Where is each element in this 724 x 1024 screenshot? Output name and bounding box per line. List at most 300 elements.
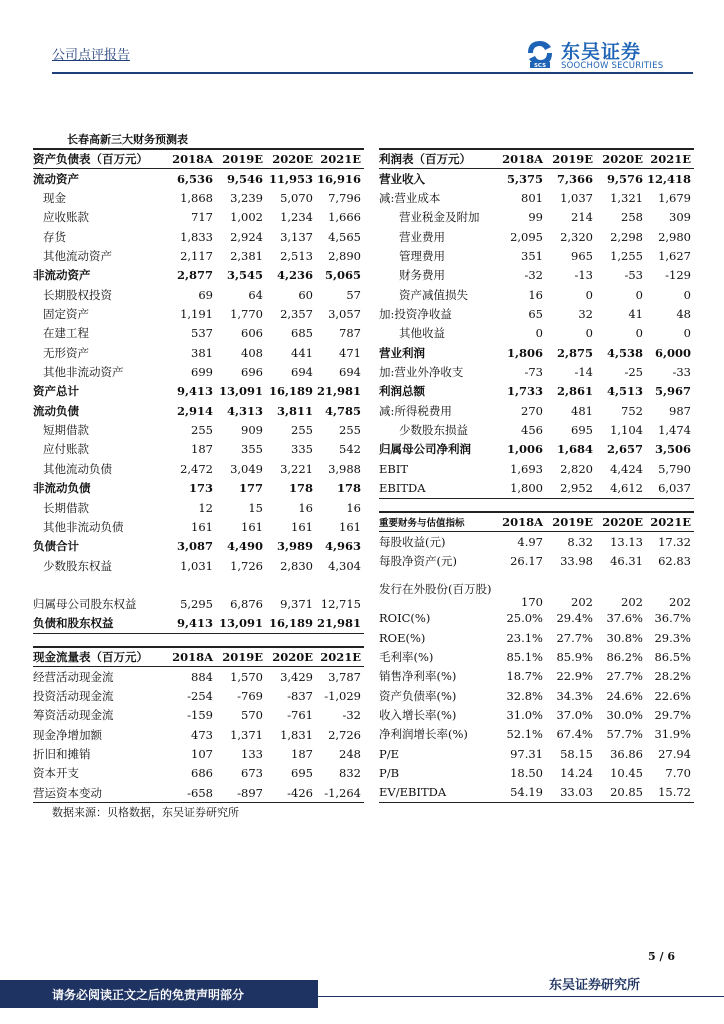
- cell: 85.9%: [556, 650, 593, 665]
- table-row: [33, 324, 364, 343]
- header-cell: 2019E: [546, 149, 596, 169]
- svg-text:SCS: SCS: [533, 63, 547, 68]
- table-row: [379, 208, 694, 227]
- row-label: 资产总计: [33, 384, 79, 399]
- cell: 685: [291, 326, 313, 341]
- table-row: [33, 459, 364, 478]
- cell: 18.50: [510, 766, 543, 781]
- cell: -32: [524, 268, 543, 283]
- row-label: 无形资产: [43, 345, 89, 360]
- table-row: [379, 783, 694, 803]
- cell: 31.9%: [654, 727, 691, 742]
- table-row: [33, 208, 364, 227]
- cell: 37.6%: [606, 611, 643, 626]
- cell: 4,963: [324, 539, 361, 554]
- cell: 22.6%: [654, 688, 691, 703]
- row-label: 流动资产: [33, 171, 79, 186]
- row-label: 非流动负债: [33, 481, 91, 496]
- ratios-table: [379, 511, 694, 803]
- table-row: [379, 686, 694, 705]
- row-label: 其他收益: [399, 326, 445, 341]
- row-label: ROIC(%): [379, 611, 431, 626]
- table-row: [33, 246, 364, 265]
- cell: 9,371: [280, 596, 313, 611]
- cell: 202: [621, 594, 643, 609]
- table-row: [33, 227, 364, 246]
- header-cell: 2019E: [546, 512, 596, 532]
- cell: -14: [574, 365, 593, 380]
- header-cell: 重要财务与估值指标: [379, 512, 498, 532]
- cell: 1,255: [610, 249, 643, 264]
- cell: 1,693: [510, 461, 543, 476]
- spacer-row: [33, 575, 364, 594]
- logo-cn-text: 东吴证券: [561, 41, 642, 63]
- cell: 4,612: [596, 479, 646, 499]
- table-row: [379, 571, 694, 609]
- cell: 67.4%: [556, 727, 593, 742]
- row-label: 其他流动资产: [43, 249, 112, 264]
- cell: 5,967: [654, 384, 691, 399]
- header-cell: 2021E: [316, 149, 364, 169]
- header-cell: 2020E: [266, 149, 316, 169]
- cell: 64: [248, 287, 263, 302]
- cell: 161: [191, 519, 213, 534]
- table-row: [33, 420, 364, 439]
- cell: 97.31: [510, 746, 543, 761]
- cell: -129: [665, 268, 691, 283]
- cell: 26.17: [510, 554, 543, 569]
- cell: 2,117: [180, 249, 213, 264]
- cell: 12: [198, 500, 213, 515]
- table-row: [33, 382, 364, 401]
- cell: 717: [191, 210, 213, 225]
- cell: 456: [521, 423, 543, 438]
- cell: 537: [191, 326, 213, 341]
- row-label: 加:营业外净收支: [379, 365, 464, 380]
- cell: 187: [191, 442, 213, 457]
- row-label: 每股净资产(元): [379, 554, 457, 569]
- cell: 133: [241, 747, 263, 762]
- cell: 170: [521, 594, 543, 609]
- cell: 9,413: [168, 614, 216, 634]
- table-row: [379, 382, 694, 401]
- table-row: [33, 594, 364, 613]
- cell: 2,357: [280, 307, 313, 322]
- cell: 4,513: [606, 384, 643, 399]
- table-row: [33, 614, 364, 634]
- cell: 787: [339, 326, 361, 341]
- cell: 1,831: [280, 727, 313, 742]
- row-label: EBIT: [379, 461, 409, 476]
- row-label: 管理费用: [399, 249, 445, 264]
- row-label: 非流动资产: [33, 268, 91, 283]
- cell: 5,375: [506, 171, 543, 186]
- table-row: [379, 551, 694, 570]
- cell: 20.85: [596, 783, 646, 803]
- row-label: EBITDA: [379, 479, 498, 499]
- cell: 24.6%: [606, 688, 643, 703]
- cell: 2,657: [606, 442, 643, 457]
- row-label: 每股收益(元): [379, 534, 446, 549]
- cell: 16,916: [316, 171, 361, 186]
- cell: 542: [339, 442, 361, 457]
- table-row: [33, 343, 364, 362]
- header-cell: 2020E: [266, 647, 316, 667]
- table-row: [379, 744, 694, 763]
- cell: 3,057: [328, 307, 361, 322]
- cell: 46.31: [610, 554, 643, 569]
- cell: 3,239: [230, 191, 263, 206]
- cell: 2,890: [328, 249, 361, 264]
- cell: 1,104: [610, 423, 643, 438]
- cell: -658: [168, 783, 216, 803]
- cell: -1,264: [316, 783, 364, 803]
- cell: 29.3%: [654, 630, 691, 645]
- row-label: 归属母公司净利润: [379, 442, 471, 457]
- cell: 2,472: [180, 461, 213, 476]
- cell: 2,320: [560, 229, 593, 244]
- cell: 30.0%: [606, 708, 643, 723]
- cell: 7,796: [328, 191, 361, 206]
- cell: -1,029: [324, 689, 361, 704]
- row-label: 其他非流动负债: [43, 519, 124, 534]
- cell: -53: [624, 268, 643, 283]
- cell: -159: [187, 708, 213, 723]
- row-label: 其他非流动资产: [43, 365, 124, 380]
- cell: 85.1%: [506, 650, 543, 665]
- cell: 381: [191, 345, 213, 360]
- cell: 4,236: [276, 268, 313, 283]
- table-header-row: [379, 512, 694, 532]
- cell: 41: [628, 307, 643, 322]
- table-row: [33, 498, 364, 517]
- table-row: [33, 479, 364, 498]
- cell: 1,037: [560, 191, 593, 206]
- row-label: 发行在外股份(百万股): [379, 582, 492, 597]
- cell: 25.0%: [506, 611, 543, 626]
- header-cell: 2021E: [646, 149, 694, 169]
- cell: 16,189: [266, 614, 316, 634]
- row-label: 加:投资净收益: [379, 307, 452, 322]
- section-title: 长春高新三大财务预测表: [67, 133, 188, 146]
- header-rule: [52, 72, 693, 74]
- table-row: [379, 401, 694, 420]
- row-label: 收入增长率(%): [379, 708, 457, 723]
- header-cell: 2021E: [646, 512, 694, 532]
- cell: 161: [339, 519, 361, 534]
- table-row: [33, 783, 364, 803]
- cell: 27.94: [658, 746, 691, 761]
- cell: 255: [291, 423, 313, 438]
- cell: -73: [524, 365, 543, 380]
- row-label: 资产减值损失: [399, 287, 468, 302]
- cell: 107: [191, 747, 213, 762]
- table-row: [379, 628, 694, 647]
- cell: 16: [528, 287, 543, 302]
- cell: 2,726: [328, 727, 361, 742]
- cell: 3,988: [328, 461, 361, 476]
- cell: 4,304: [328, 558, 361, 573]
- cell: 13.13: [610, 534, 643, 549]
- cell: -837: [287, 689, 313, 704]
- row-label: 固定资产: [43, 307, 89, 322]
- row-label: P/E: [379, 746, 400, 761]
- header-cell: 2018A: [498, 512, 546, 532]
- cell: 9,546: [226, 171, 263, 186]
- table-row: [379, 725, 694, 744]
- cell: 0: [585, 326, 593, 341]
- cell: 3,221: [280, 461, 313, 476]
- cell: 1,833: [180, 229, 213, 244]
- cell: 694: [291, 365, 313, 380]
- cell: -13: [574, 268, 593, 283]
- cell: 178: [336, 481, 361, 496]
- table-row: [33, 517, 364, 536]
- header-cell: 2018A: [168, 647, 216, 667]
- table-row: [379, 459, 694, 478]
- table-row: [33, 764, 364, 783]
- cell: 9,576: [606, 171, 643, 186]
- table-row: [379, 479, 694, 499]
- row-label: 筹资活动现金流: [33, 708, 114, 723]
- cell: 1,666: [328, 210, 361, 225]
- cell: 5,295: [180, 596, 213, 611]
- cell: 481: [571, 403, 593, 418]
- cell: 36.86: [610, 746, 643, 761]
- cell: 3,049: [230, 461, 263, 476]
- cell: 2,298: [610, 229, 643, 244]
- cell: 355: [241, 442, 263, 457]
- cell: 16,189: [268, 384, 313, 399]
- cell: 1,031: [180, 558, 213, 573]
- cell: 37.0%: [556, 708, 593, 723]
- cell: 5,065: [324, 268, 361, 283]
- row-label: 毛利率(%): [379, 650, 434, 665]
- income-statement-table: [379, 148, 694, 499]
- cell: 4.97: [517, 534, 543, 549]
- cell: 686: [191, 766, 213, 781]
- cell: 33.03: [546, 783, 596, 803]
- cell: 30.8%: [606, 630, 643, 645]
- cell: 1,733: [506, 384, 543, 399]
- row-label: 减:所得税费用: [379, 403, 452, 418]
- cell: 33.98: [560, 554, 593, 569]
- table-row: [33, 440, 364, 459]
- cell: 3,787: [328, 669, 361, 684]
- row-label: 资产负债率(%): [379, 688, 457, 703]
- header-cell: 利润表（百万元）: [379, 149, 498, 169]
- cell: 255: [339, 423, 361, 438]
- cell: 7.70: [665, 766, 691, 781]
- cell: 1,006: [506, 442, 543, 457]
- table-header-row: [33, 149, 364, 169]
- table-row: [33, 725, 364, 744]
- row-label: 长期借款: [43, 500, 89, 515]
- table-row: [379, 246, 694, 265]
- header-cell: 2020E: [596, 512, 646, 532]
- cell: 2,381: [230, 249, 263, 264]
- header-cell: 现金流量表（百万元）: [33, 647, 168, 667]
- cell: 23.1%: [506, 630, 543, 645]
- cell: 178: [288, 481, 313, 496]
- table-row: [379, 266, 694, 285]
- cell: 173: [188, 481, 213, 496]
- cell: 695: [571, 423, 593, 438]
- table-row: [33, 744, 364, 763]
- header-cell: 2018A: [168, 149, 216, 169]
- cell: 3,087: [176, 539, 213, 554]
- table-row: [33, 266, 364, 285]
- table-row: [33, 556, 364, 575]
- cell: 673: [241, 766, 263, 781]
- cell: -426: [266, 783, 316, 803]
- cell: 1,002: [230, 210, 263, 225]
- table-row: [379, 285, 694, 304]
- footer-disclaimer: 请务必阅读正文之后的免责声明部分: [52, 988, 245, 1002]
- row-label: 经营活动现金流: [33, 669, 114, 684]
- row-label: 负债合计: [33, 539, 79, 554]
- cell: 3,137: [280, 229, 313, 244]
- source-note: 数据来源：贝格数据，东吴证券研究所: [52, 806, 239, 819]
- cell: -769: [237, 689, 263, 704]
- cell: 187: [291, 747, 313, 762]
- logo-en-text: SOOCHOW SECURITIES: [561, 61, 664, 71]
- cell: 1,770: [230, 307, 263, 322]
- table-row: [379, 169, 694, 189]
- cell: 6,536: [176, 171, 213, 186]
- row-label: 投资活动现金流: [33, 689, 114, 704]
- cell: 214: [571, 210, 593, 225]
- cell: 4,538: [606, 345, 643, 360]
- row-label: 应付账款: [43, 442, 89, 457]
- cell: 2,952: [546, 479, 596, 499]
- cell: 32.8%: [506, 688, 543, 703]
- footer-rule: [318, 996, 724, 997]
- row-label: EV/EBITDA: [379, 783, 498, 803]
- table-row: [379, 532, 694, 552]
- row-label: 在建工程: [43, 326, 89, 341]
- cell: 16: [346, 500, 361, 515]
- row-label: 营业收入: [379, 171, 425, 186]
- table-row: [379, 705, 694, 724]
- table-row: [379, 763, 694, 782]
- balance-sheet-table: [33, 148, 364, 634]
- cell: 3,989: [276, 539, 313, 554]
- cell: 2,513: [280, 249, 313, 264]
- brand-logo: [525, 36, 685, 74]
- cell: 13,091: [216, 614, 266, 634]
- table-row: [33, 304, 364, 323]
- table-row: [33, 188, 364, 207]
- table-row: [379, 647, 694, 666]
- cell: 2,914: [176, 403, 213, 418]
- row-label: 现金净增加额: [33, 727, 102, 742]
- cell: 31.0%: [506, 708, 543, 723]
- table-row: [33, 285, 364, 304]
- row-label: 营业税金及附加: [399, 210, 480, 225]
- cell: 0: [635, 326, 643, 341]
- cell: 15: [248, 500, 263, 515]
- table-row: [379, 420, 694, 439]
- cell: 2,830: [280, 558, 313, 573]
- cell: 177: [238, 481, 263, 496]
- cell: 16: [298, 500, 313, 515]
- cell: 21,981: [316, 614, 364, 634]
- row-label: 利润总额: [379, 384, 425, 399]
- cell: 1,191: [180, 307, 213, 322]
- header-cell: 2021E: [316, 647, 364, 667]
- cell: 2,980: [658, 229, 691, 244]
- row-label: 长期股权投资: [43, 287, 112, 302]
- cell: 473: [191, 727, 213, 742]
- row-label: 现金: [43, 191, 66, 206]
- cell: 1,371: [230, 727, 263, 742]
- cell: 801: [521, 191, 543, 206]
- cell: 7,366: [556, 171, 593, 186]
- cell: 36.7%: [654, 611, 691, 626]
- cell: 570: [241, 708, 263, 723]
- cell: 694: [339, 365, 361, 380]
- cell: 18.7%: [506, 669, 543, 684]
- row-label: 折旧和摊销: [33, 747, 91, 762]
- cell: 5,070: [280, 191, 313, 206]
- cell: 86.2%: [606, 650, 643, 665]
- cell: 255: [191, 423, 213, 438]
- cell: 6,876: [230, 596, 263, 611]
- cell: 99: [528, 210, 543, 225]
- cell: 4,785: [324, 403, 361, 418]
- row-label: 存货: [43, 229, 66, 244]
- row-label: 销售净利率(%): [379, 669, 457, 684]
- cell: 8.32: [567, 534, 593, 549]
- cell: 15.72: [646, 783, 694, 803]
- table-row: [33, 686, 364, 705]
- cell: 60: [298, 287, 313, 302]
- cell: 29.7%: [654, 708, 691, 723]
- cell: 14.24: [560, 766, 593, 781]
- cell: 161: [241, 519, 263, 534]
- cell: 3,506: [654, 442, 691, 457]
- cell: 471: [339, 345, 361, 360]
- cell: 2,820: [560, 461, 593, 476]
- header-cell: 2019E: [216, 647, 266, 667]
- cell: 2,877: [176, 268, 213, 283]
- cell: 0: [683, 326, 691, 341]
- cell: 4,490: [226, 539, 263, 554]
- row-label: ROE(%): [379, 630, 426, 645]
- cell: 52.1%: [506, 727, 543, 742]
- table-row: [33, 169, 364, 189]
- cell: 22.9%: [556, 669, 593, 684]
- cell: 1,806: [506, 345, 543, 360]
- cell: 57.7%: [606, 727, 643, 742]
- row-label: 流动负债: [33, 403, 79, 418]
- row-label: 营业利润: [379, 345, 425, 360]
- cell: 202: [669, 594, 691, 609]
- cell: 65: [528, 307, 543, 322]
- cell: 248: [339, 747, 361, 762]
- table-row: [379, 304, 694, 323]
- cell: -25: [624, 365, 643, 380]
- cell: 4,313: [226, 403, 263, 418]
- cell: 1,868: [180, 191, 213, 206]
- page-number: 5 / 6: [648, 950, 675, 963]
- cell: 12,418: [646, 171, 691, 186]
- row-label: 少数股东权益: [43, 558, 112, 573]
- cell: 1,726: [230, 558, 263, 573]
- row-label: 其他流动负债: [43, 461, 112, 476]
- cell: 408: [241, 345, 263, 360]
